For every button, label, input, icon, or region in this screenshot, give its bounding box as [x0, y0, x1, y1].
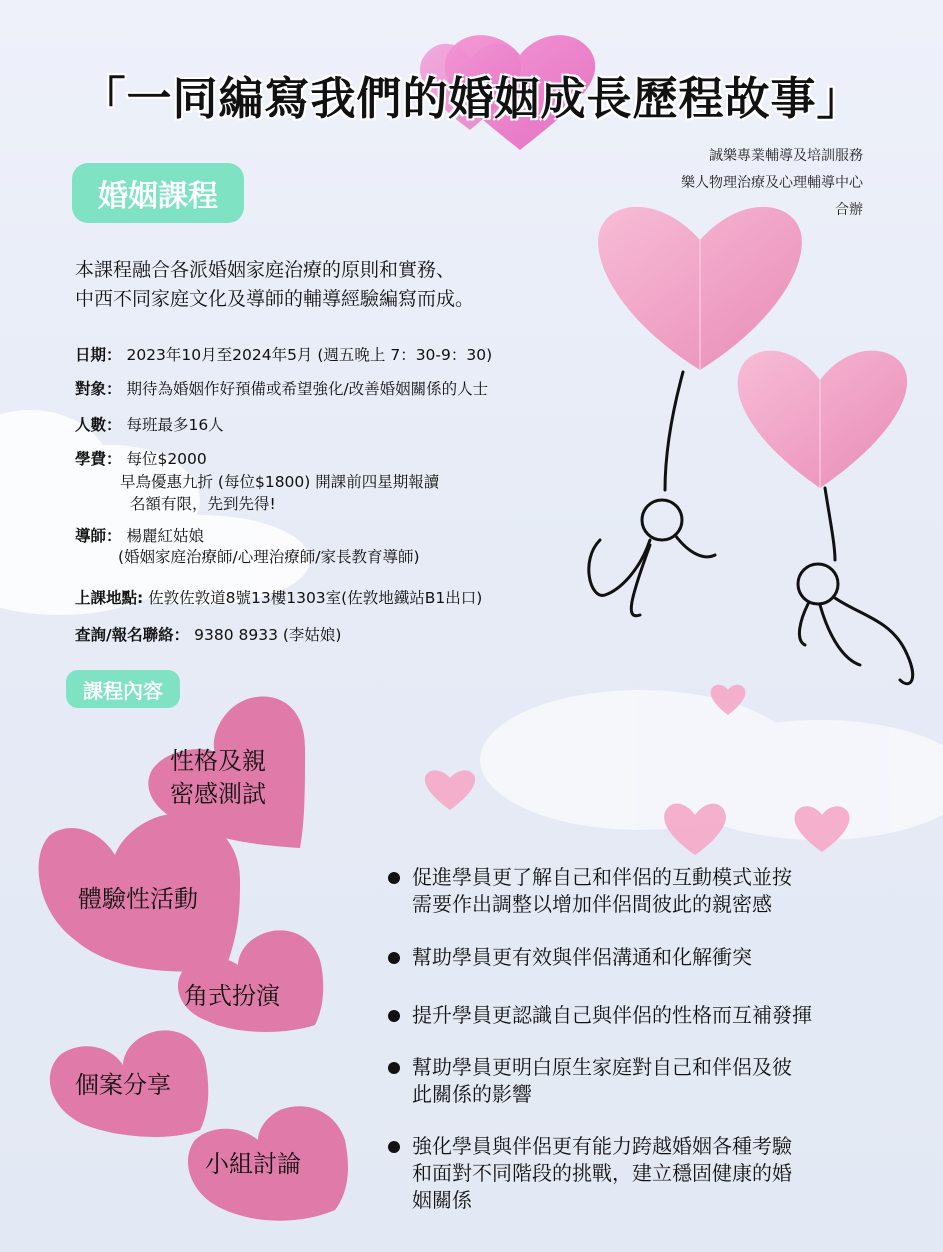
info-enquiry-value: 9380 8933 (李姑娘) [194, 626, 342, 644]
info-venue-label: 上課地點: [75, 589, 144, 607]
info-venue [75, 586, 482, 608]
info-fee [75, 447, 207, 469]
bullet-dot-icon [388, 952, 400, 964]
organizer-1: 誠樂專業輔導及培訓服務 [709, 148, 863, 164]
organizers [681, 143, 863, 224]
balloon-heart-1 [598, 207, 802, 370]
objective-5 [388, 1133, 792, 1214]
info-fee-value: 每位$2000 [126, 450, 207, 468]
course-label: 婚姻課程 [72, 163, 244, 223]
activity-role-play: 角式扮演 [184, 982, 280, 1010]
info-date-label: 日期： [75, 346, 122, 364]
info-quota-label: 人數： [75, 416, 122, 434]
info-fee-label: 學費： [75, 450, 122, 468]
info-target [75, 377, 488, 399]
intro-text [75, 256, 474, 314]
objective-5-line-1: 強化學員與伴侶更有能力跨越婚姻各種考驗 [412, 1134, 792, 1158]
objective-5-line-3: 姻關係 [412, 1188, 472, 1212]
objective-4-line-2: 此關係的影響 [412, 1082, 532, 1106]
info-quota [75, 413, 224, 435]
balloon-heart-2 [738, 351, 908, 488]
objective-3 [388, 1002, 812, 1029]
info-date-value: 2023年10月至2024年5月 (週五晚上 7：30-9：30) [126, 346, 493, 364]
organizer-2: 樂人物理治療及心理輔導中心 [681, 175, 863, 191]
info-quota-value: 每班最多16人 [126, 416, 224, 434]
bullet-dot-icon [388, 1062, 400, 1074]
info-tutor [75, 524, 204, 546]
objective-4 [388, 1054, 792, 1108]
info-venue-value: 佐敦佐敦道8號13樓1303室(佐敦地鐵站B1出口) [148, 589, 483, 607]
info-target-label: 對象： [75, 380, 122, 398]
info-fee-early-bird: 早鳥優惠九折 (每位$1800) 開課前四星期報讀 [120, 473, 440, 491]
bullet-dot-icon [388, 872, 400, 884]
info-target-value: 期待為婚姻作好預備或希望強化/改善婚姻關係的人士 [126, 380, 489, 398]
activity-case-sharing: 個案分享 [75, 1071, 171, 1099]
info-tutor-label: 導師： [75, 527, 122, 545]
info-date [75, 343, 492, 365]
activity-1-line-1: 性格及親 [170, 747, 266, 775]
intro-line-1: 本課程融合各派婚姻家庭治療的原則和實務、 [75, 259, 456, 281]
content-label: 課程內容 [66, 670, 180, 708]
info-enquiry [75, 623, 341, 645]
objective-4-line-1: 幫助學員更明白原生家庭對自己和伴侶及彼 [412, 1055, 792, 1079]
info-tutor-titles: (婚姻家庭治療師/心理治療師/家長教育導師) [118, 548, 420, 566]
activity-personality-test [170, 745, 266, 811]
info-tutor-value: 楊麗紅姑娘 [126, 527, 204, 545]
info-fee-limited: 名額有限，先到先得! [130, 495, 276, 513]
organizer-joint: 合辦 [835, 202, 863, 218]
bullet-dot-icon [388, 1010, 400, 1022]
bullet-dot-icon [388, 1141, 400, 1153]
page-title: 「一同編寫我們的婚姻成長歷程故事」 [80, 72, 863, 125]
activity-1-line-2: 密感測試 [170, 780, 266, 808]
objective-2 [388, 944, 752, 971]
objective-1-line-2: 需要作出調整以增加伴侶間彼此的親密感 [412, 892, 772, 916]
info-enquiry-label: 查詢/報名聯絡： [75, 626, 190, 644]
activity-experiential: 體驗性活動 [78, 885, 198, 913]
intro-line-2: 中西不同家庭文化及導師的輔導經驗編寫而成。 [75, 288, 475, 310]
objective-3-line-1: 提升學員更認識自己與伴侶的性格而互補發揮 [412, 1003, 812, 1027]
activity-group-discussion: 小組討論 [205, 1150, 301, 1178]
objective-1-line-1: 促進學員更了解自己和伴侶的互動模式並按 [412, 865, 792, 889]
objective-5-line-2: 和面對不同階段的挑戰，建立穩固健康的婚 [412, 1161, 792, 1185]
objective-2-line-1: 幫助學員更有效與伴侶溝通和化解衝突 [412, 945, 752, 969]
objective-1 [388, 864, 792, 918]
